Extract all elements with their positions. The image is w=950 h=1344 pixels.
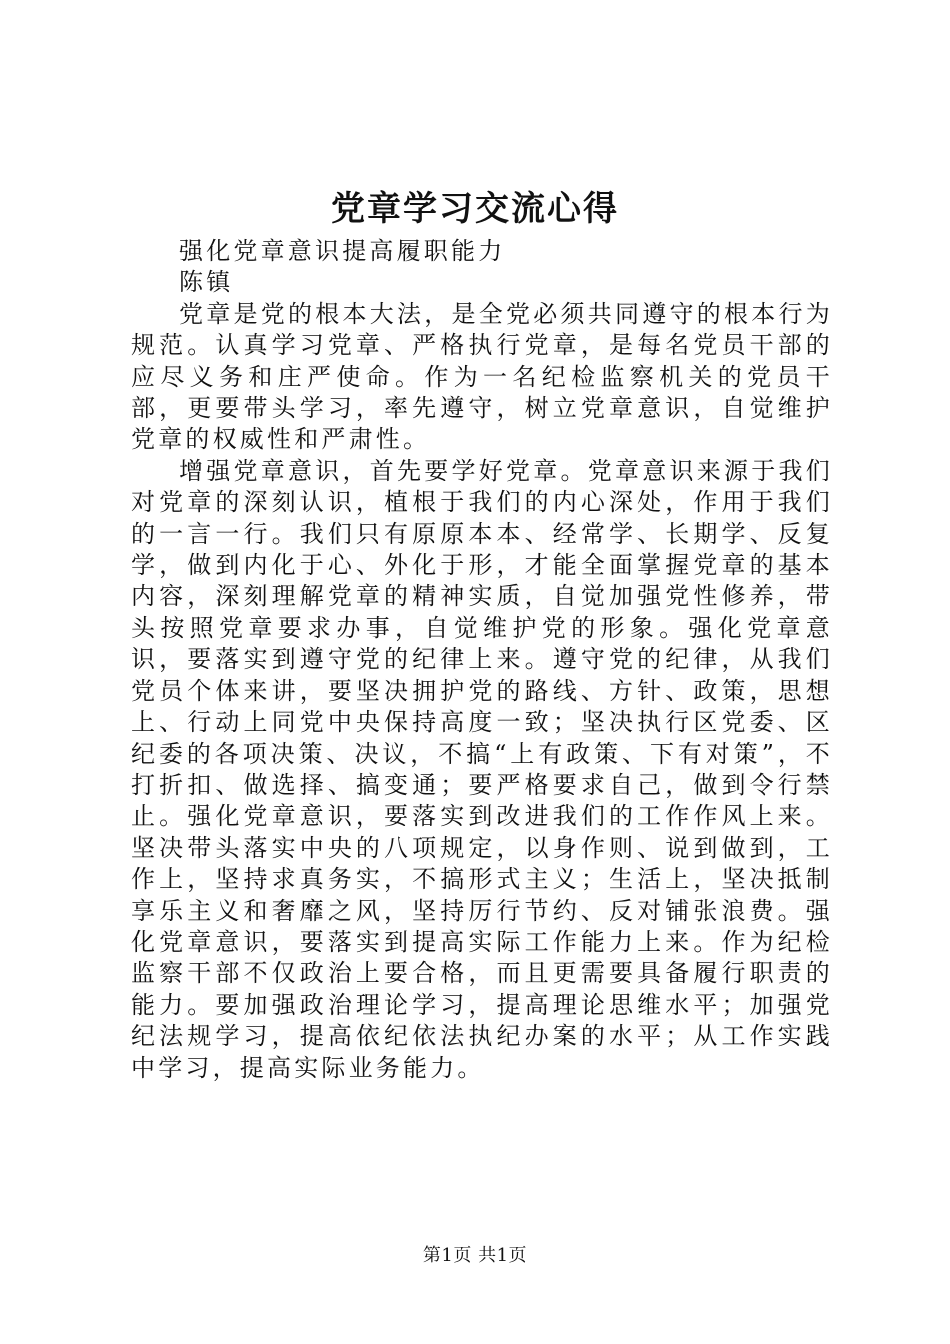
document-author: 陈镇 [179, 268, 234, 297]
paragraph-2: 增强党章意识，首先要学好党章。党章意识来源于我们对党章的深刻认识，植根于我们的内心深处，作用于我们的一言一行。我们只有原原本本、经常学、长期学、反复学，做到内化于心、外化于形，才能全面掌握党章的基本内容，深刻理解党章的精神实质，自觉加强党性修养，带头按照党章要求办事，自觉维护党的形象。强化党章意识，要落实到遵守党的纪律上来。遵守党的纪律，从我们党员个体来讲，要坚决拥护党的路线、方针、政策，思想上、行动上同党中央保持高度一致；坚决执行区党委、区纪委的各项决策、决议，不搞“上有政策、下有对策”，不打折扣、做选择、搞变通；要严格要求自己，做到令行禁止。强化党章意识，要落实到改进我们的工作作风上来。坚决带头落实中央的八项规定，以身作则、说到做到，工作上，坚持求真务实，不搞形式主义；生活上，坚决抵制享乐主义和奢靡之风，坚持厉行节约、反对铺张浪费。强化党章意识，要落实到提高实际工作能力上来。作为纪检监察干部不仅政治上要合格，而且更需要具备履行职责的能力。要加强政治理论学习，提高理论思维水平；加强党纪法规学习，提高依纪依法执纪办案的水平；从工作实践中学习，提高实际业务能力。 [131, 456, 833, 1082]
document-title: 党章学习交流心得 [331, 189, 619, 229]
page-number-footer: 第1页 共1页 [422, 1245, 528, 1266]
document-body [131, 236, 833, 1084]
paragraph-1: 党章是党的根本大法，是全党必须共同遵守的根本行为规范。认真学习党章、严格执行党章，是每名党员干部的应尽义务和庄严使命。作为一名纪检监察机关的党员干部，更要带头学习，率先遵守，树立党章意识，自觉维护党章的权威性和严肃性。 [131, 299, 833, 454]
document-subtitle: 强化党章意识提高履职能力 [179, 237, 506, 265]
